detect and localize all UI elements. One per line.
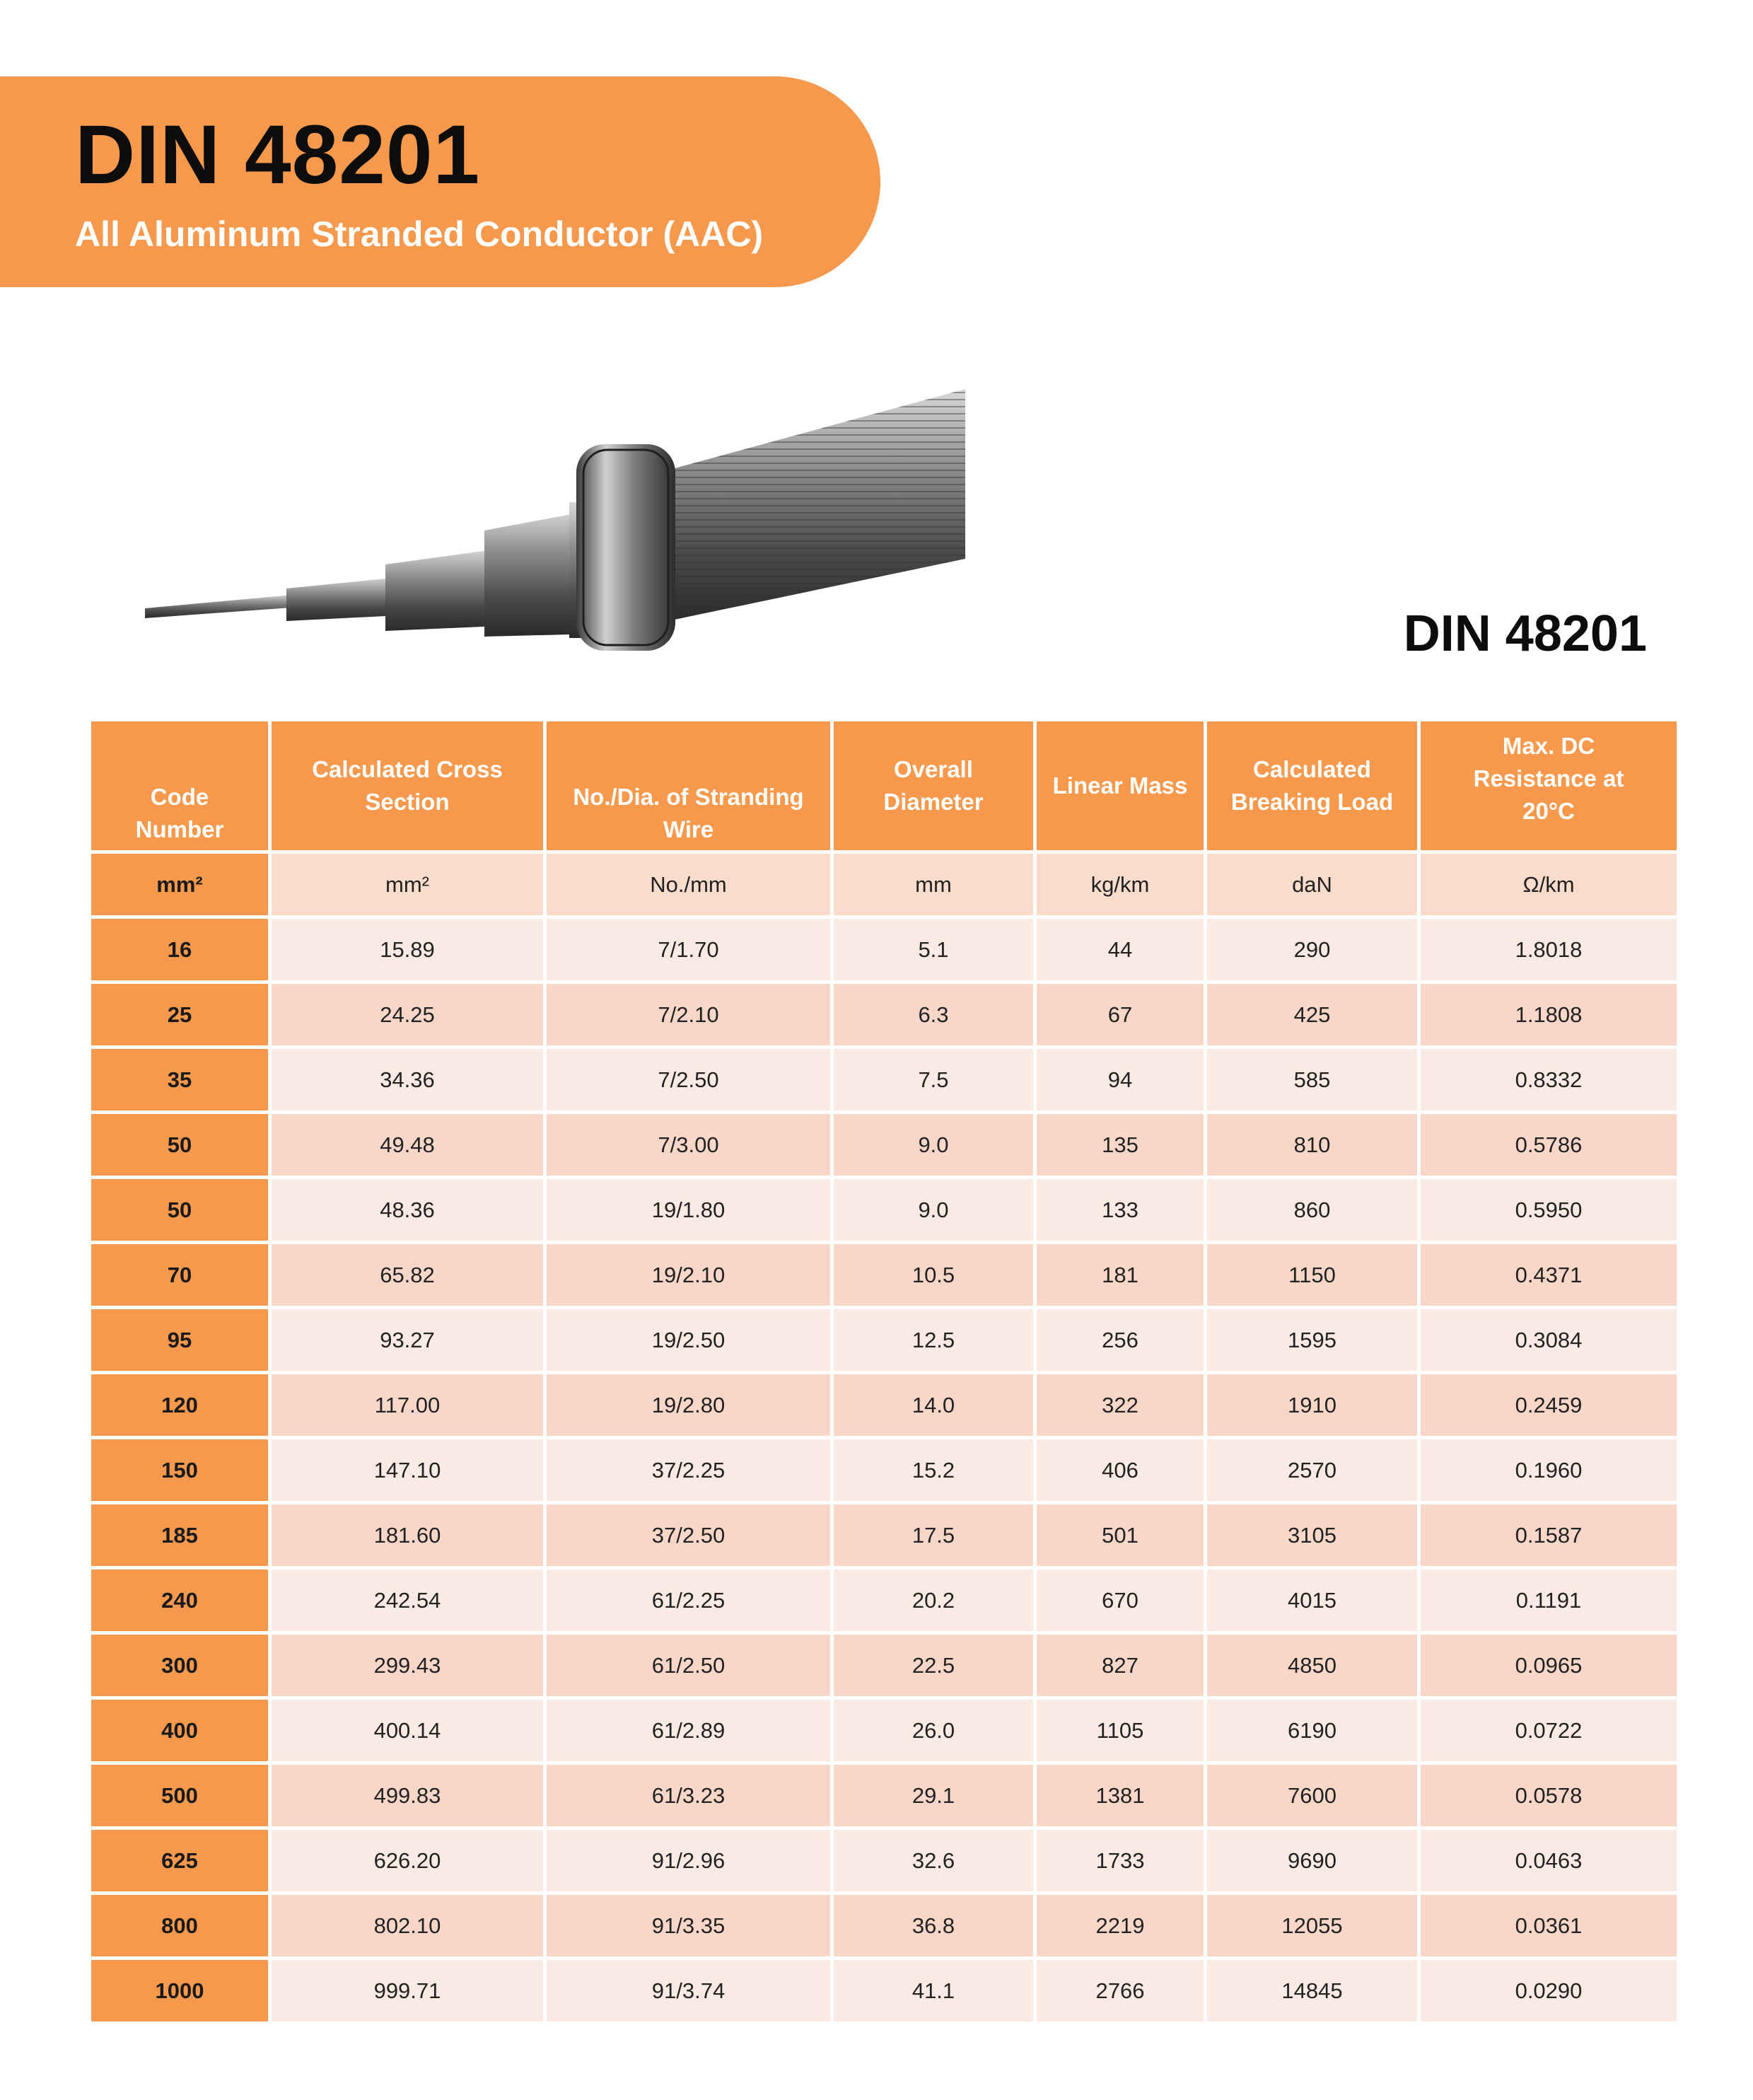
- table-row: [91, 1895, 1677, 1956]
- table-cell: 14845: [1207, 1960, 1417, 2021]
- code-number-cell: 95: [91, 1309, 268, 1371]
- table-cell: 65.82: [272, 1244, 543, 1306]
- table-cell: 400.14: [272, 1700, 543, 1761]
- code-number-header: Code Number: [91, 721, 268, 850]
- breaking-load-header: Calculated Breaking Load: [1207, 721, 1417, 850]
- table-cell: 49.48: [272, 1114, 543, 1176]
- table-cell: 44: [1037, 919, 1204, 980]
- code-number-cell: 185: [91, 1504, 268, 1566]
- table-cell: 670: [1037, 1570, 1204, 1631]
- table-cell: 48.36: [272, 1179, 543, 1241]
- table-cell: 19/1.80: [547, 1179, 830, 1241]
- table-cell: 0.0722: [1421, 1700, 1677, 1761]
- table-cell: 19/2.80: [547, 1374, 830, 1436]
- code-number-cell: 25: [91, 984, 268, 1045]
- table-cell: 36.8: [834, 1895, 1033, 1956]
- table-cell: 290: [1207, 919, 1417, 980]
- table-cell: 6.3: [834, 984, 1033, 1045]
- table-cell: 406: [1037, 1439, 1204, 1501]
- table-cell: 802.10: [272, 1895, 543, 1956]
- table-row: [91, 919, 1677, 980]
- table-cell: 585: [1207, 1049, 1417, 1110]
- table-cell: 37/2.50: [547, 1504, 830, 1566]
- code-number-cell: 50: [91, 1114, 268, 1176]
- table-cell: 41.1: [834, 1960, 1033, 2021]
- code-number-cell: 400: [91, 1700, 268, 1761]
- table-row: [91, 1700, 1677, 1761]
- table-row: [91, 984, 1677, 1045]
- overall-diameter-header: Overall Diameter: [834, 721, 1033, 850]
- table-cell: 0.0578: [1421, 1765, 1677, 1826]
- table-cell: 1.1808: [1421, 984, 1677, 1045]
- code-number-cell: 800: [91, 1895, 268, 1956]
- table-cell: 4015: [1207, 1570, 1417, 1631]
- page-title: DIN 48201: [75, 108, 481, 202]
- table-cell: 117.00: [272, 1374, 543, 1436]
- table-cell: 15.89: [272, 919, 543, 980]
- table-cell: 0.8332: [1421, 1049, 1677, 1110]
- table-cell: 7/1.70: [547, 919, 830, 980]
- table-cell: 3105: [1207, 1504, 1417, 1566]
- table-cell: 0.0290: [1421, 1960, 1677, 2021]
- table-row: [91, 1374, 1677, 1436]
- table-cell: 26.0: [834, 1700, 1033, 1761]
- units-row: [91, 854, 1677, 915]
- table-cell: 9.0: [834, 1114, 1033, 1176]
- table-cell: 61/2.50: [547, 1635, 830, 1696]
- unit-cell: daN: [1207, 854, 1417, 915]
- table-cell: 0.0361: [1421, 1895, 1677, 1956]
- table-cell: 7/2.50: [547, 1049, 830, 1110]
- table-cell: 0.5786: [1421, 1114, 1677, 1176]
- table-cell: 322: [1037, 1374, 1204, 1436]
- table-cell: 19/2.50: [547, 1309, 830, 1371]
- table-cell: 1150: [1207, 1244, 1417, 1306]
- table-cell: 37/2.25: [547, 1439, 830, 1501]
- unit-cell: mm²: [272, 854, 543, 915]
- table-cell: 499.83: [272, 1765, 543, 1826]
- linear-mass-header: Linear Mass: [1037, 721, 1204, 850]
- table-cell: 425: [1207, 984, 1417, 1045]
- table-cell: 6190: [1207, 1700, 1417, 1761]
- stranding-wire-header: No./Dia. of Stranding Wire: [547, 721, 830, 850]
- code-number-cell: 150: [91, 1439, 268, 1501]
- code-number-cell: 300: [91, 1635, 268, 1696]
- table-cell: 181: [1037, 1244, 1204, 1306]
- table-cell: 7.5: [834, 1049, 1033, 1110]
- table-cell: 17.5: [834, 1504, 1033, 1566]
- code-number-cell: 70: [91, 1244, 268, 1306]
- dc-resistance-header: Max. DC Resistance at 20°C: [1421, 721, 1677, 850]
- code-number-cell: 50: [91, 1179, 268, 1241]
- table-cell: 0.3084: [1421, 1309, 1677, 1371]
- table-cell: 7/3.00: [547, 1114, 830, 1176]
- table-cell: 34.36: [272, 1049, 543, 1110]
- table-cell: 7/2.10: [547, 984, 830, 1045]
- conductor-image: [145, 382, 965, 651]
- section-title: DIN 48201: [1403, 605, 1647, 662]
- table-cell: 0.1960: [1421, 1439, 1677, 1501]
- table-cell: 135: [1037, 1114, 1204, 1176]
- table-row: [91, 1635, 1677, 1696]
- table-cell: 0.1587: [1421, 1504, 1677, 1566]
- unit-cell: Ω/km: [1421, 854, 1677, 915]
- table-cell: 20.2: [834, 1570, 1033, 1631]
- table-cell: 93.27: [272, 1309, 543, 1371]
- table-cell: 10.5: [834, 1244, 1033, 1306]
- table-cell: 626.20: [272, 1830, 543, 1891]
- table-cell: 1.8018: [1421, 919, 1677, 980]
- table-cell: 29.1: [834, 1765, 1033, 1826]
- table-cell: 67: [1037, 984, 1204, 1045]
- table-cell: 5.1: [834, 919, 1033, 980]
- table-cell: 0.1191: [1421, 1570, 1677, 1631]
- table-row: [91, 1765, 1677, 1826]
- code-number-cell: 625: [91, 1830, 268, 1891]
- table-cell: 242.54: [272, 1570, 543, 1631]
- table-row: [91, 1504, 1677, 1566]
- table-body: [91, 854, 1677, 2021]
- table-cell: 12055: [1207, 1895, 1417, 1956]
- table-cell: 2766: [1037, 1960, 1204, 2021]
- table-cell: 1595: [1207, 1309, 1417, 1371]
- table-cell: 1381: [1037, 1765, 1204, 1826]
- table-cell: 7600: [1207, 1765, 1417, 1826]
- table-cell: 91/3.35: [547, 1895, 830, 1956]
- table-cell: 19/2.10: [547, 1244, 830, 1306]
- unit-cell: No./mm: [547, 854, 830, 915]
- table-cell: 2570: [1207, 1439, 1417, 1501]
- table-cell: 256: [1037, 1309, 1204, 1371]
- table-cell: 32.6: [834, 1830, 1033, 1891]
- table-row: [91, 1179, 1677, 1241]
- table-cell: 61/2.89: [547, 1700, 830, 1761]
- table-row: [91, 1049, 1677, 1110]
- table-cell: 860: [1207, 1179, 1417, 1241]
- table-row: [91, 1960, 1677, 2021]
- code-number-cell: 1000: [91, 1960, 268, 2021]
- table-cell: 91/2.96: [547, 1830, 830, 1891]
- table-cell: 9690: [1207, 1830, 1417, 1891]
- table-cell: 147.10: [272, 1439, 543, 1501]
- table-cell: 4850: [1207, 1635, 1417, 1696]
- table-cell: 94: [1037, 1049, 1204, 1110]
- table-cell: 299.43: [272, 1635, 543, 1696]
- table-cell: 15.2: [834, 1439, 1033, 1501]
- table-cell: 999.71: [272, 1960, 543, 2021]
- code-number-cell: 35: [91, 1049, 268, 1110]
- table-cell: 0.4371: [1421, 1244, 1677, 1306]
- code-number-cell: 16: [91, 919, 268, 980]
- table-row: [91, 1114, 1677, 1176]
- table-cell: 810: [1207, 1114, 1417, 1176]
- table-cell: 0.2459: [1421, 1374, 1677, 1436]
- cross-section-header: Calculated Cross Section: [272, 721, 543, 850]
- table-cell: 9.0: [834, 1179, 1033, 1241]
- table-row: [91, 1830, 1677, 1891]
- table-row: [91, 1570, 1677, 1631]
- table-cell: 14.0: [834, 1374, 1033, 1436]
- table-cell: 827: [1037, 1635, 1204, 1696]
- table-cell: 1105: [1037, 1700, 1204, 1761]
- unit-cell: kg/km: [1037, 854, 1204, 915]
- unit-cell: mm: [834, 854, 1033, 915]
- table-cell: 61/3.23: [547, 1765, 830, 1826]
- table-cell: 181.60: [272, 1504, 543, 1566]
- unit-cell: mm²: [91, 854, 268, 915]
- table-cell: 0.0965: [1421, 1635, 1677, 1696]
- table-cell: 133: [1037, 1179, 1204, 1241]
- table-cell: 501: [1037, 1504, 1204, 1566]
- table-cell: 2219: [1037, 1895, 1204, 1956]
- table-cell: 91/3.74: [547, 1960, 830, 2021]
- table-cell: 0.0463: [1421, 1830, 1677, 1891]
- table-cell: 1733: [1037, 1830, 1204, 1891]
- table-row: [91, 1309, 1677, 1371]
- table-cell: 61/2.25: [547, 1570, 830, 1631]
- table-cell: 0.5950: [1421, 1179, 1677, 1241]
- code-number-cell: 120: [91, 1374, 268, 1436]
- code-number-cell: 240: [91, 1570, 268, 1631]
- table-cell: 24.25: [272, 984, 543, 1045]
- page-subtitle: All Aluminum Stranded Conductor (AAC): [75, 214, 764, 254]
- table-row: [91, 1439, 1677, 1501]
- specification-table: [88, 718, 1680, 2025]
- table-cell: 1910: [1207, 1374, 1417, 1436]
- table-header-row: [91, 721, 1677, 850]
- code-number-cell: 500: [91, 1765, 268, 1826]
- table-row: [91, 1244, 1677, 1306]
- table-cell: 22.5: [834, 1635, 1033, 1696]
- table-cell: 12.5: [834, 1309, 1033, 1371]
